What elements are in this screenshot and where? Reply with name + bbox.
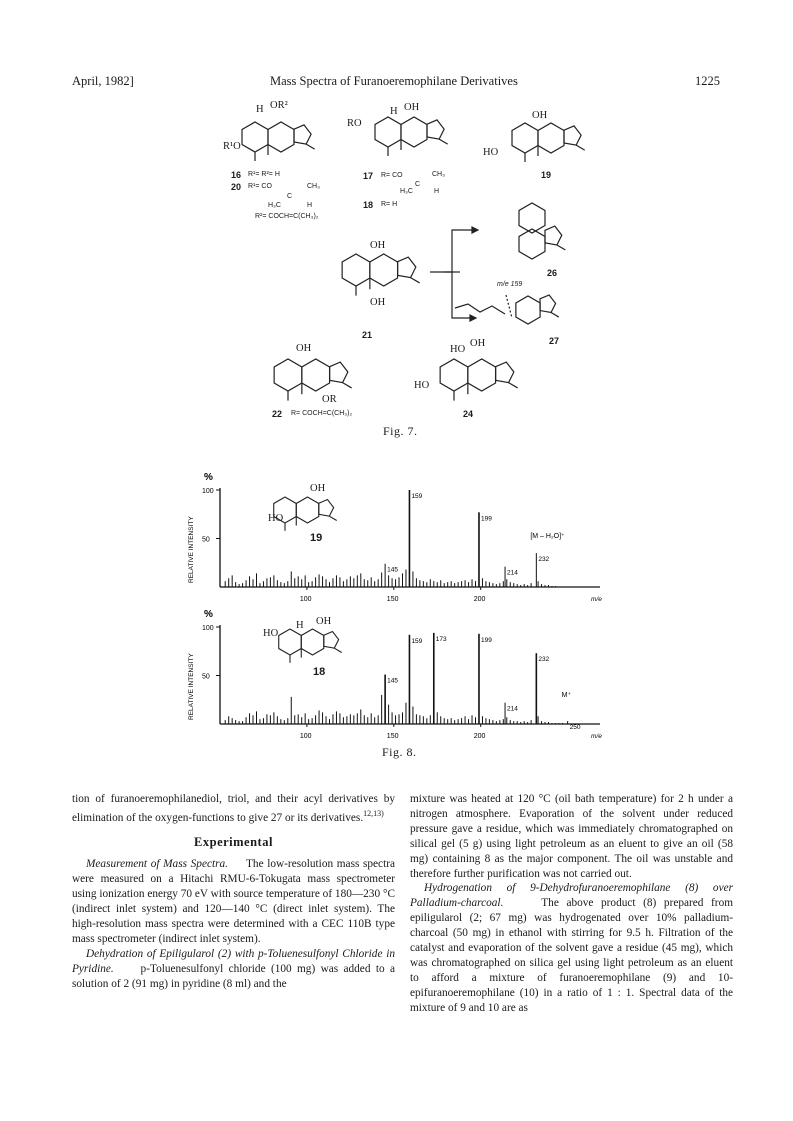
compound-18-number: 18	[363, 200, 374, 210]
y-tick-label: 50	[202, 673, 210, 681]
compound-27-benzene-ring	[516, 296, 540, 324]
atom-h: H	[390, 106, 398, 117]
compound-21-ring-a	[342, 254, 370, 286]
compound-27-fragment-label: m/e 159	[497, 281, 523, 288]
methyl-bond	[439, 139, 448, 144]
compound-21-furan-ring	[398, 257, 416, 278]
compound-18-substituent: R= H	[381, 201, 398, 208]
peak-label: 173	[435, 635, 447, 643]
compound-22-substituent: R= COCH=C(CH₃)₂	[291, 410, 353, 417]
atom-oh: OH	[532, 110, 548, 121]
atom-ch3: CH₃	[432, 171, 445, 178]
y-axis-label: RELATIVE INTENSITY	[188, 653, 195, 720]
peak-label: 250	[569, 724, 581, 732]
atom-ho: HO	[268, 513, 284, 524]
right-column	[410, 792, 733, 1016]
spectrum-2-structure-ring-a	[279, 629, 302, 655]
spectrum-2	[188, 609, 602, 740]
compound-20-substituent-r1: R¹= CO	[248, 183, 272, 190]
peak-label: 159	[411, 637, 423, 645]
compound-16-number: 16	[231, 170, 242, 180]
paragraph-continuation: tion of furanoeremophilanediol, triol, and their acyl derivatives by elimination of the oxygen-functions to give 27 or its derivatives.$^{12,13)}$	[72, 793, 395, 824]
paragraph-continuation: mixture was heated at 120 °C (oil bath temperature) for 2 h under a nitrogen atmosphere. Evaporation of the solvent under reduced pressure gave a residue, which was immediately chromatographed on silical gel (5 g) using light petroleum as an eluent to give an oil (58 mg) containing 8 as the major component. The oil was unstable and therefore further purification was not carried out.	[410, 793, 733, 880]
atom-oh: OH	[316, 616, 332, 627]
figure-7-caption: Fig. 7.	[383, 424, 418, 438]
compound-27-side-chain	[455, 304, 505, 314]
y-tick-label: 100	[202, 625, 214, 632]
y-tick-label: 100	[202, 488, 214, 495]
page-number: 1225	[695, 74, 720, 88]
compound-24-furan-ring	[496, 362, 514, 383]
ion-annotation: M⁺	[561, 692, 572, 699]
paragraph-mass-spectra: Measurement of Mass Spectra. The low-resolution mass spectra were measured on a Hitachi RMU-6-Tokugata mass spectrometer using ionization energy 70 eV with source temperature of 180—230 °C (indirect inlet system) and 120—140 °C (direct inlet system). The high-resolution mass spectra were determined with a CEC 110B type mass spectrometer (indirect inlet system).	[72, 858, 395, 946]
y-axis-label: RELATIVE INTENSITY	[188, 516, 195, 583]
compound-17-ring-a	[375, 117, 401, 147]
peak-label: 145	[387, 566, 398, 574]
atom-ho: HO	[483, 147, 499, 158]
fragmentation-mark	[506, 295, 512, 318]
compound-22-furan-ring	[330, 362, 348, 383]
figure-8-caption: Fig. 8.	[382, 745, 417, 759]
peak-label: 159	[411, 493, 423, 500]
compound-19-ring-b	[538, 123, 564, 153]
compound-19-furan-ring	[564, 126, 581, 145]
paragraph-title: Measurement of Mass Spectra.	[86, 858, 228, 871]
spectrum-2-structure-furan-ring	[324, 632, 339, 649]
atom-oh: OH	[404, 102, 420, 113]
section-heading-experimental: Experimental	[194, 834, 273, 849]
atom-ho: HO	[414, 380, 430, 391]
compound-24-number: 24	[463, 409, 474, 419]
methyl-bond	[334, 648, 341, 652]
peak-label: 214	[507, 705, 518, 713]
peak-label: 199	[480, 636, 492, 644]
compound-17-furan-ring	[427, 120, 444, 139]
atom-h: H	[296, 620, 304, 631]
compound-17-substituent: R= CO	[381, 172, 403, 179]
spectrum-1-structure-furan-ring	[319, 500, 334, 517]
left-column	[72, 792, 395, 992]
atom-r1o: R¹O	[223, 141, 241, 152]
compound-27-number: 27	[549, 336, 560, 346]
atom-oh: OH	[310, 483, 326, 494]
compound-22-ring-a	[274, 359, 302, 391]
compound-26-number: 26	[547, 268, 558, 278]
compound-16-ring-b	[268, 122, 294, 152]
compound-16-substituent: R¹= R²= H	[248, 171, 280, 178]
atom-h: H	[307, 202, 313, 209]
methyl-bond	[343, 383, 352, 388]
atom-ho: HO	[450, 344, 466, 355]
atom-oh: OH	[370, 240, 386, 251]
atom-ch3: CH₃	[307, 183, 320, 190]
header-left: April, 1982]	[72, 74, 134, 88]
methyl-bond	[551, 313, 559, 318]
peak-label: 232	[538, 556, 550, 564]
compound-21-ring-b	[370, 254, 398, 286]
compound-16-furan-ring	[294, 125, 311, 144]
x-unit-label: m/e	[591, 596, 602, 603]
compound-24-ring-b	[468, 359, 496, 391]
compound-19-ring-a	[512, 123, 538, 153]
atom-oh: OH	[370, 297, 386, 308]
spectrum-2-compound-number: 18	[313, 666, 326, 678]
atom-oh: OH	[470, 338, 486, 349]
atom-ro: HO	[263, 628, 279, 639]
methyl-bond	[509, 383, 518, 388]
methyl-bond	[306, 144, 315, 149]
compound-22-number: 22	[272, 409, 283, 419]
compound-22-ring-b	[302, 359, 330, 391]
x-tick-label: 150	[386, 733, 399, 740]
x-tick-label: 100	[299, 733, 312, 740]
methyl-bond	[329, 516, 336, 520]
compound-24-ring-a	[440, 359, 468, 391]
compound-17-ring-b	[401, 117, 427, 147]
reaction-arrow-lower	[452, 272, 470, 318]
reaction-arrow-upper	[430, 230, 472, 272]
atom-oh: OH	[296, 343, 312, 354]
y-unit-label: %	[204, 472, 213, 483]
peak-label: 145	[387, 677, 398, 685]
peak-label: 214	[507, 569, 518, 577]
atom-c: C	[415, 181, 421, 188]
compound-21-number: 21	[362, 330, 373, 340]
atom-or2: OR²	[270, 100, 288, 111]
y-unit-label: %	[204, 609, 213, 620]
peak-label: 232	[538, 656, 550, 664]
compound-19-number: 19	[541, 170, 552, 180]
atom-or: OR	[322, 394, 337, 405]
compound-20-number: 20	[231, 182, 242, 192]
spectrum-1-compound-number: 19	[310, 532, 323, 544]
structure-drawings	[0, 0, 793, 440]
paragraph-dehydration: Dehydration of Epiligularol (2) with p-Toluenesulfonyl Chloride in Pyridine. p-Toluenesulfonyl chloride (100 mg) was added to a solution of 2 (91 mg) in pyridine (8 ml) and the	[72, 947, 395, 990]
x-tick-label: 200	[473, 596, 486, 603]
spectrum-1	[188, 472, 602, 603]
reference-superscript: 12,13)	[363, 808, 384, 818]
x-tick-label: 100	[299, 596, 312, 603]
atom-c: C	[287, 193, 293, 200]
spectrum-2-structure-ring-b	[301, 629, 324, 655]
atom-h3c: H₃C	[268, 202, 281, 209]
atom-h: H	[256, 104, 264, 115]
paragraph-title: Dehydration of Epiligularol (2) with p-Toluenesulfonyl Chloride in Pyridine.	[72, 947, 395, 975]
paragraph-title: Hydrogenation of 9-Dehydrofuranoeremophilane (8) over Palladium-charcoal.	[410, 882, 733, 910]
x-tick-label: 150	[386, 596, 399, 603]
x-tick-label: 200	[473, 733, 486, 740]
spectrum-1-structure-ring-b	[296, 497, 319, 523]
peak-label: 199	[480, 515, 492, 523]
header-title: Mass Spectra of Furanoeremophilane Derivatives	[270, 74, 518, 88]
arrowhead	[472, 227, 478, 233]
figure-8	[170, 462, 630, 762]
mass-spectra-chart	[170, 462, 630, 762]
compound-20-substituent-r2: R²= COCH=C(CH₃)₂	[255, 213, 319, 220]
compound-16-ring-a	[242, 122, 268, 152]
compound-17-number: 17	[363, 171, 374, 181]
compound-26-furan-ring	[545, 226, 562, 245]
atom-h: H	[434, 188, 440, 195]
x-unit-label: m/e	[591, 733, 602, 740]
atom-ro: RO	[347, 118, 362, 129]
methyl-bond	[557, 245, 565, 250]
ion-annotation: [M – H₂O]⁺	[530, 533, 565, 540]
methyl-bond	[576, 145, 585, 150]
figure-7	[0, 0, 793, 440]
paragraph-hydrogenation: Hydrogenation of 9-Dehydrofuranoeremophilane (8) over Palladium-charcoal. The above product (8) prepared from epiligularol (2; 67 mg) was hydrogenated over 10% palladium-charcoal (50 mg) in ethanol with stirring for 9.5 h. Filtration of the catalyst and evaporation of the solvent gave a residue (45 mg), which was chromatographed on silica gel using light petroleum as an eluent to afford a mixture of furanoeremophilane (9) and 10-epifuranoeremophilane (10) in a ratio of 1 : 1. Spectral data of the mixture of 9 and 10 are as	[410, 882, 734, 1014]
atom-h3c: H₃C	[400, 188, 413, 195]
compound-27-furan-ring	[540, 295, 556, 313]
arrowhead	[470, 315, 476, 321]
methyl-bond	[411, 278, 420, 283]
y-tick-label: 50	[202, 536, 210, 544]
